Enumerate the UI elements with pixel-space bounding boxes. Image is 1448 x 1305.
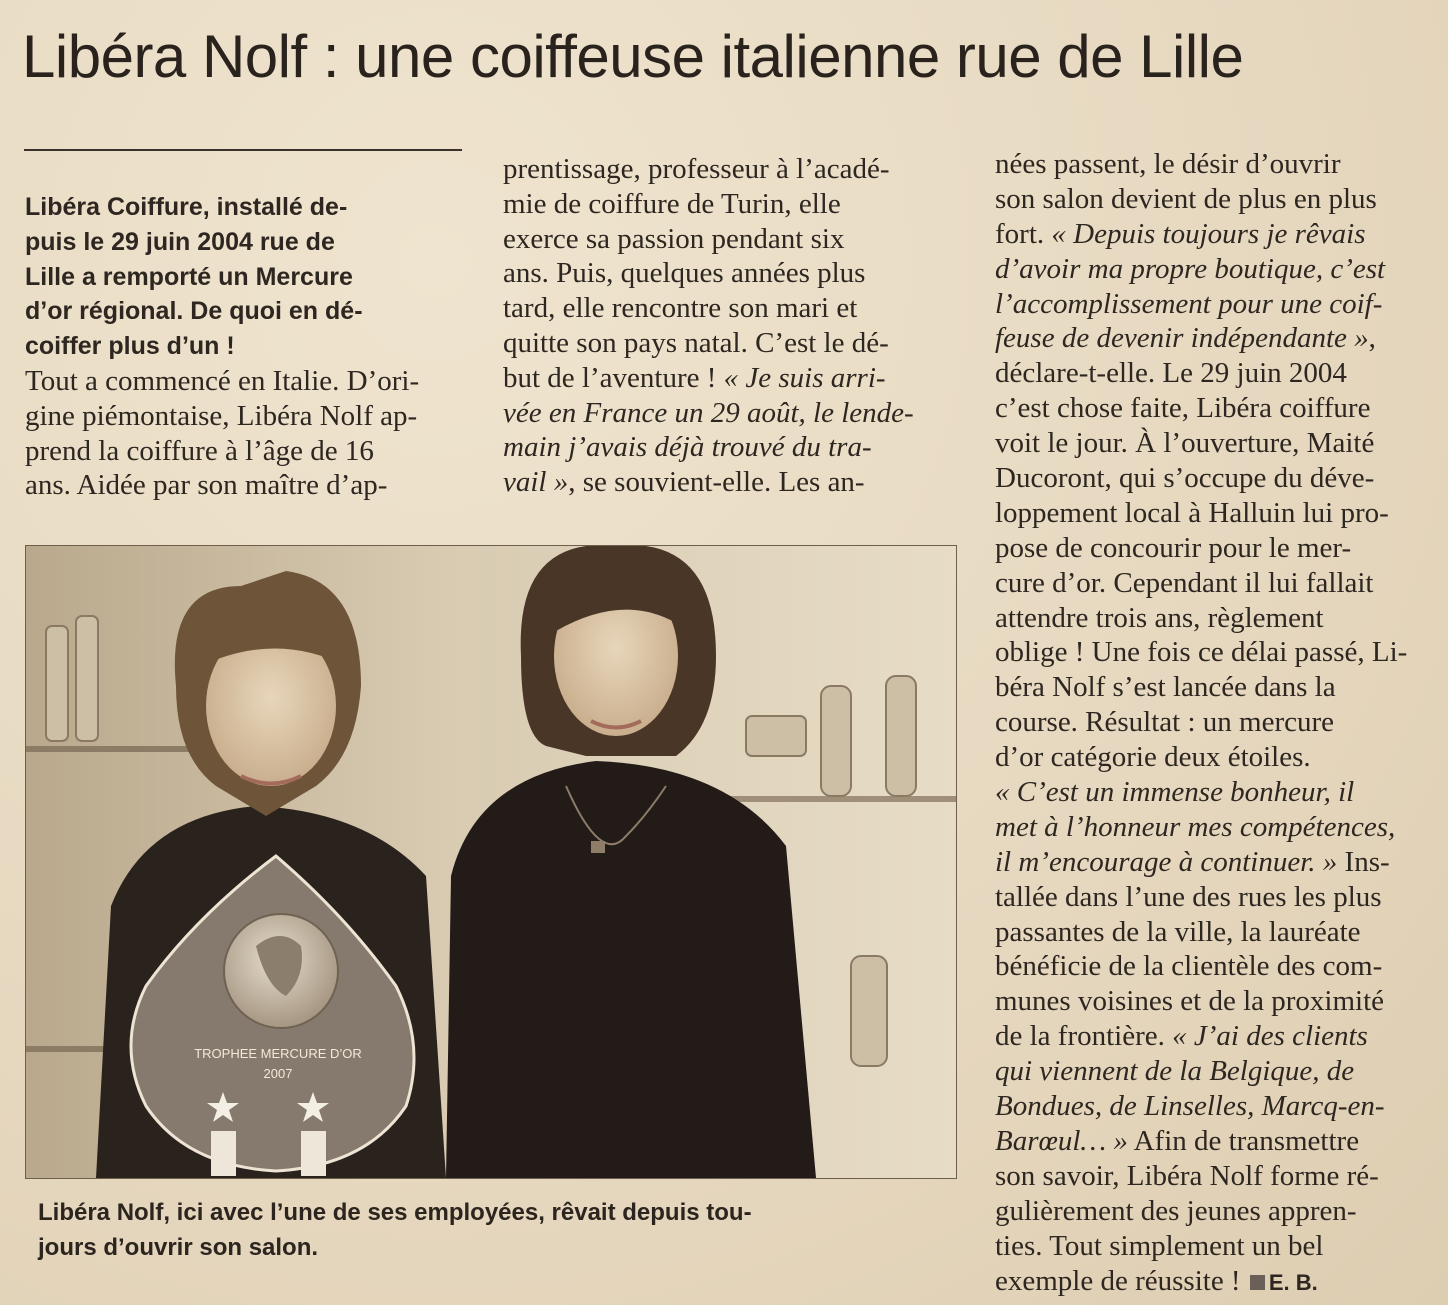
body-line: oblige ! Une fois ce délai passé, Li- — [995, 636, 1408, 669]
quote-line: main j’avais déjà trouvé du tra- — [503, 431, 872, 464]
column-3 — [995, 147, 1437, 1298]
trophy-year: 2007 — [263, 1066, 293, 1081]
caption-line: Libéra Nolf, ici avec l’une de ses employées, rêvait depuis tou- — [38, 1199, 752, 1226]
body-line: cure d’or. Cependant il lui fallait — [995, 566, 1374, 599]
quote-line: d’avoir ma propre boutique, c’est — [995, 252, 1386, 285]
body-line: déclare-t-elle. Le 29 juin 2004 — [995, 357, 1347, 390]
body-line — [995, 1019, 1437, 1054]
quote-text: il m’encourage à continuer. » — [995, 845, 1338, 878]
body-line: d’or catégorie deux étoiles. — [995, 741, 1311, 774]
lede-line: coiffer plus d’un ! — [25, 332, 235, 361]
body-line — [503, 361, 953, 396]
body-line: mie de coiffure de Turin, elle — [503, 187, 841, 220]
lede-line: puis le 29 juin 2004 rue de — [25, 227, 335, 256]
body-line: gine piémontaise, Libéra Nolf ap- — [25, 399, 418, 432]
quote-text: « Depuis toujours je rêvais — [1051, 217, 1366, 250]
body-line — [995, 217, 1437, 252]
body-line: Ducoront, qui s’occupe du déve- — [995, 462, 1375, 495]
body-line: pose de concourir pour le mer- — [995, 531, 1352, 564]
body-line: tard, elle rencontre son mari et — [503, 292, 858, 325]
body-line — [995, 321, 1437, 356]
body-line: ans. Aidée par son maître d’ap- — [25, 469, 388, 502]
body-line: munes voisines et de la proximité — [995, 985, 1385, 1018]
body-line: son salon devient de plus en plus — [995, 182, 1377, 215]
quote-text: vail » — [503, 466, 569, 499]
body-line: prend la coiffure à l’âge de 16 — [25, 434, 374, 467]
body-line: c’est chose faite, Libéra coiffure — [995, 392, 1371, 425]
text-run: fort. — [995, 217, 1052, 250]
photo-illustration — [26, 546, 956, 1178]
end-square-icon — [1250, 1275, 1265, 1290]
body-line: béra Nolf s’est lancée dans la — [995, 671, 1336, 704]
body-line: ans. Puis, quelques années plus — [503, 257, 866, 290]
quote-line: qui viennent de la Belgique, de — [995, 1055, 1355, 1088]
body-line: gulièrement des jeunes appren- — [995, 1194, 1357, 1227]
body-line: bénéficie de la clientèle des com- — [995, 950, 1383, 983]
text-run: Afin de transmettre — [1127, 1124, 1360, 1157]
text-run: Ins- — [1337, 845, 1390, 878]
headline: Libéra Nolf : une coiffeuse italienne rue de Lille — [22, 23, 1244, 90]
body-line: passantes de la ville, la lauréate — [995, 915, 1361, 948]
quote-line: met à l’honneur mes compétences, — [995, 810, 1396, 843]
article-photo — [25, 545, 957, 1179]
body-line — [995, 1264, 1437, 1299]
quote-line: Bondues, de Linselles, Marcq-en- — [995, 1090, 1385, 1123]
lede-line: Lille a remporté un Mercure — [25, 262, 353, 291]
author-signature: E. B. — [1268, 1269, 1318, 1295]
body-line: voit le jour. À l’ouverture, Maité — [995, 427, 1375, 460]
body-line: Tout a commencé en Italie. D’ori- — [25, 364, 420, 397]
quote-text: « Je suis arri- — [723, 361, 886, 394]
body-line: quitte son pays natal. C’est le dé- — [503, 326, 889, 359]
text-run: exemple de réussite ! — [995, 1264, 1248, 1297]
quote-text: feuse de devenir indépendante » — [995, 322, 1369, 355]
body-line: tallée dans l’une des rues les plus — [995, 880, 1382, 913]
lede-line: Libéra Coiffure, installé de- — [25, 193, 348, 221]
body-line: attendre trois ans, règlement — [995, 601, 1324, 634]
body-line: ties. Tout simplement un bel — [995, 1229, 1324, 1262]
body-line: loppement local à Halluin lui pro- — [995, 496, 1389, 529]
body-line: course. Résultat : un mercure — [995, 706, 1335, 739]
column-rule — [24, 149, 462, 151]
body-line: exerce sa passion pendant six — [503, 222, 845, 255]
photo-caption — [38, 1195, 958, 1265]
body-line: nées passent, le désir d’ouvrir — [995, 148, 1341, 180]
column-1 — [25, 190, 465, 503]
quote-line: vée en France un 29 août, le lende- — [503, 396, 914, 429]
text-run: , — [1368, 322, 1376, 355]
quote-text: « J’ai des clients — [1172, 1020, 1368, 1053]
text-run: de la frontière. — [995, 1020, 1173, 1053]
lede-line: d’or régional. De quoi en dé- — [25, 297, 363, 326]
trophy-label: TROPHEE MERCURE D’OR — [194, 1046, 362, 1061]
column-2 — [503, 152, 953, 500]
body-line: son savoir, Libéra Nolf forme ré- — [995, 1159, 1379, 1192]
caption-line: jours d’ouvrir son salon. — [38, 1234, 319, 1261]
lede-paragraph — [25, 190, 465, 364]
quote-text: Barœul… » — [995, 1124, 1128, 1157]
text-run: , se souvient-elle. Les an- — [568, 466, 865, 499]
body-line — [995, 845, 1437, 880]
body-line: prentissage, professeur à l’acadé- — [503, 153, 890, 185]
text-run: but de l’aventure ! — [503, 361, 724, 394]
quote-line: l’accomplissement pour une coif- — [995, 287, 1383, 320]
body-line — [503, 465, 953, 500]
body-line — [995, 1124, 1437, 1159]
quote-line: « C’est un immense bonheur, il — [995, 776, 1355, 809]
